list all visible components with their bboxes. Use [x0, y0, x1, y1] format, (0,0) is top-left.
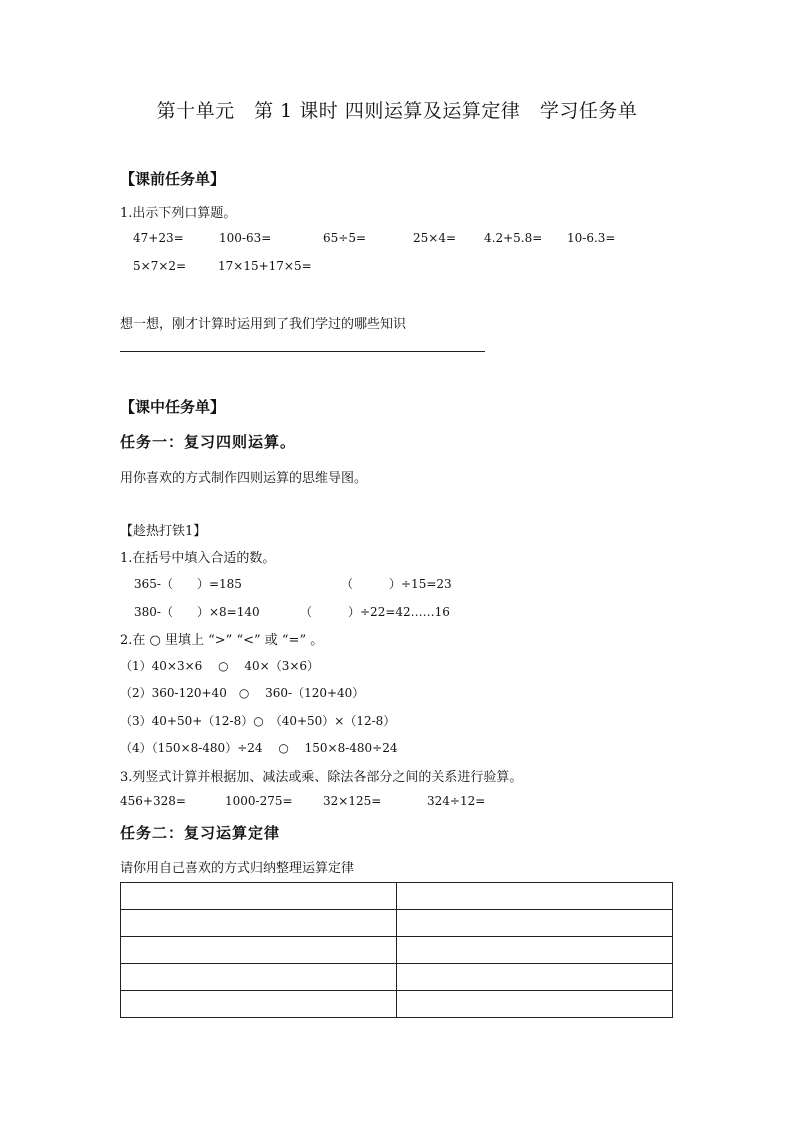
table-cell[interactable] [121, 937, 397, 964]
page-title: 第十单元 第 1 课时 四则运算及运算定律 学习任务单 [156, 100, 638, 122]
calc-item: 324÷12= [427, 794, 486, 808]
compare-item: （4）（150×8-480）÷24 ○ 150×8-480÷24 [120, 741, 398, 755]
task1-title: 任务一：复习四则运算。 [120, 433, 297, 451]
practice-question-2: 2.在 ○ 里填上 “>” “<” 或 “=” 。 [120, 633, 324, 648]
task1-description: 用你喜欢的方式制作四则运算的思维导图。 [120, 471, 368, 486]
table-cell[interactable] [121, 991, 397, 1018]
practice-question-1: 1.在括号中填入合适的数。 [120, 551, 276, 566]
table-cell[interactable] [121, 964, 397, 991]
table-cell[interactable] [121, 883, 397, 910]
fill-blank-item: 365-（ ）=185 [134, 577, 242, 591]
in-class-heading: 【课中任务单】 [120, 398, 226, 416]
table-cell[interactable] [121, 910, 397, 937]
oral-item: 10-6.3= [567, 231, 616, 245]
table-row [121, 937, 673, 964]
compare-item: （1）40×3×6 ○ 40×（3×6） [120, 659, 320, 673]
calc-item: 456+328= [120, 794, 186, 808]
practice-heading: 【趁热打铁1】 [120, 524, 207, 539]
table-row [121, 883, 673, 910]
oral-item: 65÷5= [323, 231, 367, 245]
oral-item: 17×15+17×5= [218, 259, 312, 273]
pre-class-heading: 【课前任务单】 [120, 170, 226, 188]
oral-item: 100-63= [219, 231, 272, 245]
fill-blank-item: （ ）÷22=42……16 [300, 605, 450, 619]
calc-item: 1000-275= [225, 794, 293, 808]
pre-question-1: 1.出示下列口算题。 [120, 206, 237, 221]
task2-title: 任务二：复习运算定律 [120, 824, 281, 842]
calc-item: 32×125= [323, 794, 382, 808]
oral-item: 4.2+5.8= [484, 231, 543, 245]
fill-blank-item: 380-（ ）×8=140 [134, 605, 260, 619]
oral-item: 47+23= [133, 231, 184, 245]
answer-line[interactable] [120, 351, 485, 352]
oral-item: 25×4= [413, 231, 457, 245]
table-cell[interactable] [397, 883, 673, 910]
laws-table [120, 882, 673, 1018]
table-cell[interactable] [397, 937, 673, 964]
table-cell[interactable] [397, 991, 673, 1018]
reflection-prompt: 想一想，刚才计算时运用到了我们学过的哪些知识 [120, 317, 407, 332]
table-cell[interactable] [397, 910, 673, 937]
practice-question-3: 3.列竖式计算并根据加、减法或乘、除法各部分之间的关系进行验算。 [120, 770, 523, 785]
fill-blank-item: （ ）÷15=23 [341, 577, 452, 591]
table-row [121, 910, 673, 937]
compare-item: （3）40+50+（12-8）○ （40+50）×（12-8） [120, 714, 396, 728]
table-cell[interactable] [397, 964, 673, 991]
compare-item: （2）360-120+40 ○ 360-（120+40） [120, 686, 365, 700]
oral-item: 5×7×2= [133, 259, 187, 273]
table-row [121, 964, 673, 991]
task2-description: 请你用自己喜欢的方式归纳整理运算定律 [120, 861, 355, 876]
table-row [121, 991, 673, 1018]
